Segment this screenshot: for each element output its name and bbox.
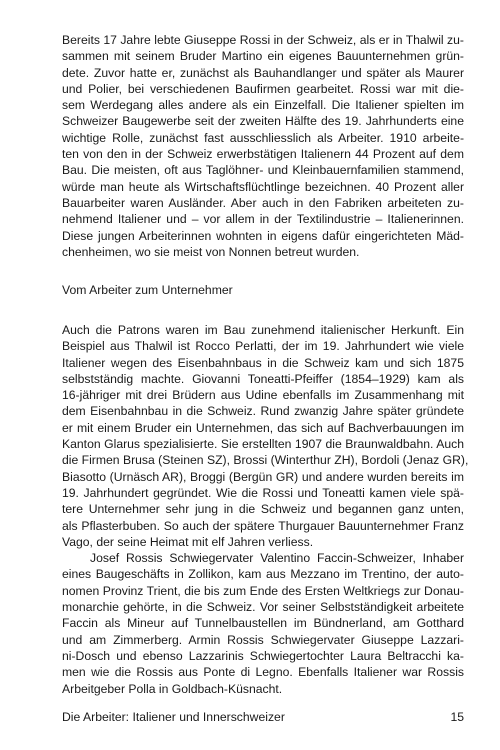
running-title: Die Arbeiter: Italiener und Innerschweizer [62,710,285,724]
text-line: er mit einem Bruder ein Unternehmen, das sich auf Bachverbauungen im [62,420,464,435]
paragraph-faccin [62,550,464,697]
paragraph-rossi-intro [62,32,464,260]
text-line: 19. Jahrhundert gegründet. Wie die Rossi und Toneatti kamen viele spä- [62,485,464,500]
text-line: Italiener wegen des Eisenbahnbaus in die Schweiz kam und sich 1875 [62,355,464,370]
text-line: 16-jähriger mit drei Brüdern aus Udine ebenfalls im Zusammenhang mit [62,388,464,403]
text-line: Arbeitgeber Polla in Goldbach-Küsnacht. [62,681,283,696]
text-line: die Firmen Brusa (Steinen SZ), Brossi (Winterthur ZH), Bordoli (Jenaz GR), [62,453,469,468]
text-line: Bereits 17 Jahre lebte Giuseppe Rossi in der Schweiz, als er in Thalwil zu- [62,33,464,47]
text-line: Bau. Die meisten, oft aus Taglöhner- und Kleinbauernfamilien stammend, [62,163,464,178]
text-line: sem Werdegang alles andere als ein Einzelfall. Die Italiener spielten im [62,98,464,113]
text-line: Kanton Glarus spezialisierte. Sie erstellten 1907 die Braunwaldbahn. Auch [62,437,464,452]
text-line: men wie die Rossis aus Ponte di Legno. Ebenfalls Italiener war Rossis [62,665,464,680]
text-line: und am Zimmerberg. Armin Rossis Schwiegervater Giuseppe Lazzari- [62,632,464,647]
text-line: selbstständig machte. Giovanni Toneatti-Pfeiffer (1854–1929) kam als [62,371,464,386]
text-line: ten von den in der Schweiz erwerbstätigen Italienern 44 Prozent auf dem [62,147,464,162]
text-line: Josef Rossis Schwiegervater Valentino Faccin-Schweizer, Inhaber [90,551,464,566]
text-line: und Polier, bei verschiedenen Baufirmen gearbeitet. Rossi war mit die- [62,81,464,96]
text-line: als Pflasterbuben. So auch der spätere Thurgauer Bauunternehmer Franz [62,518,464,533]
text-line: ni-Dosch und ebenso Lazzarinis Schwiegertochter Laura Beltracchi ka- [62,648,464,663]
text-line: Bauarbeiter waren Ausländer. Aber auch in den Fabriken arbeiteten zu- [62,195,464,210]
text-line: Diese jungen Arbeiterinnen wohnten in eigens dafür eingerichteten Mäd- [62,228,464,243]
text-line: Schweizer Baugewerbe seit der zweiten Hälfte des 19. Jahrhunderts eine [62,114,464,129]
section-heading: Vom Arbeiter zum Unternehmer [62,283,233,297]
text-line: dete. Zuvor hatte er, zunächst als Bauhandlanger und später als Maurer [62,65,464,80]
page-footer [62,709,464,725]
text-line: würde man heute als Wirtschaftsflüchtlinge bezeichnen. 40 Prozent aller [62,179,464,194]
text-line: sammen mit seinem Bruder Martino ein eigenes Bauunternehmen grün- [62,49,464,64]
text-line: chenheimen, wo sie meist von Nonnen betreut wurden. [62,244,360,259]
page-number: 15 [450,710,464,724]
text-line: Faccin als Mineur auf Tunnelbaustellen im Bündnerland, am Gotthard [62,616,464,631]
text-line: dem Eisenbahnbau in die Schweiz. Rund zwanzig Jahre später gründete [62,404,464,419]
text-line: Auch die Patrons waren im Bau zunehmend italienischer Herkunft. Ein [62,323,464,337]
text-line: monarchie gehörte, in die Schweiz. Vor seiner Selbstständigkeit arbeitete [62,600,464,615]
text-line: Vago, der seine Heimat mit elf Jahren verliess. [62,534,314,549]
text-line: nehmend Italiener und – vor allem in der Textilindustrie – Italienerinnen. [62,212,464,227]
paragraph-patrons [62,322,469,550]
text-line: tere Unternehmer sehr jung in die Schweiz und begannen ganz unten, [62,502,464,517]
section-body [62,322,469,697]
text-line: Beispiel aus Thalwil ist Rocco Perlatti, der im 19. Jahrhundert wie viele [62,339,464,354]
section-heading-block [62,282,464,298]
text-line: wichtige Rolle, zunächst fast ausschliesslich als Arbeiter. 1910 arbeite- [62,130,464,145]
text-line: nomen Provinz Trient, die bis zum Ende des Ersten Weltkriegs zur Donau- [62,583,464,598]
text-line: Biasotto (Urnäsch AR), Broggi (Bergün GR) und andere wurden bereits im [62,469,464,484]
text-line: eines Baugeschäfts in Zollikon, kam aus Mezzano im Trentino, der auto- [62,567,464,582]
